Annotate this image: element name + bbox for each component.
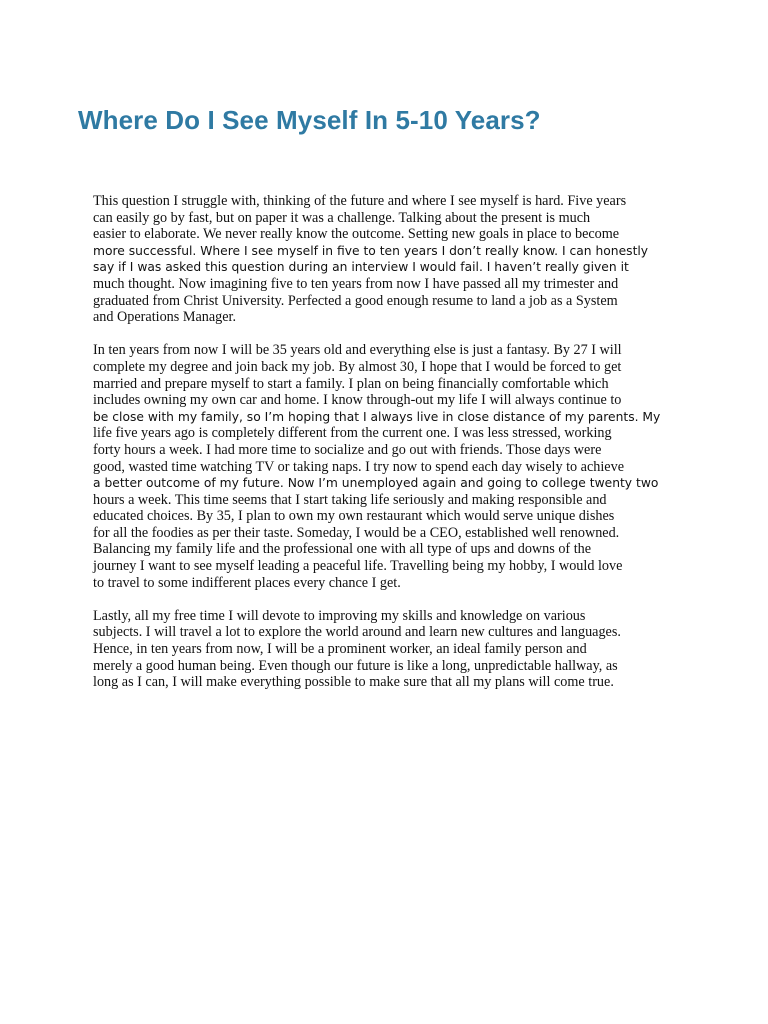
paragraph-line: merely a good human being. Even though our future is like a long, unpredictable hallway, as bbox=[93, 657, 618, 674]
paragraph-line: good, wasted time watching TV or taking naps. I try now to spend each day wisely to achieve bbox=[93, 458, 624, 475]
paragraph-line: for all the foodies as per their taste. Someday, I would be a CEO, established well renowned. bbox=[93, 524, 620, 541]
paragraph-line: and Operations Manager. bbox=[93, 309, 237, 326]
paragraph-line: journey I want to see myself leading a peaceful life. Travelling being my hobby, I would love bbox=[93, 558, 623, 575]
paragraph-line: easier to elaborate. We never really know the outcome. Setting new goals in place to become bbox=[93, 226, 620, 243]
paragraph-line: a better outcome of my future. Now I’m unemployed again and going to college twenty two bbox=[93, 476, 659, 491]
paragraph-line: This question I struggle with, thinking of the future and where I see myself is hard. Five years bbox=[93, 193, 627, 209]
paragraph-line: say if I was asked this question during an interview I would fail. I haven’t really given it bbox=[93, 260, 629, 275]
paragraph bbox=[93, 193, 683, 326]
paragraph-line: graduated from Christ University. Perfected a good enough resume to land a job as a System bbox=[93, 292, 618, 309]
paragraph-line: educated choices. By 35, I plan to own my own restaurant which would serve unique dishes bbox=[93, 508, 615, 525]
paragraph-line: life five years ago is completely different from the current one. I was less stressed, working bbox=[93, 425, 612, 442]
paragraph-line: long as I can, I will make everything possible to make sure that all my plans will come true. bbox=[93, 674, 614, 691]
paragraph-line: more successful. Where I see myself in five to ten years I don’t really know. I can honestly bbox=[93, 243, 649, 258]
paragraph-line: Hence, in ten years from now, I will be a prominent worker, an ideal family person and bbox=[93, 641, 587, 658]
paragraph-line: Balancing my family life and the professional one with all type of ups and downs of the bbox=[93, 541, 592, 558]
paragraph-line: married and prepare myself to start a family. I plan on being financially comfortable which bbox=[93, 375, 609, 392]
document-title: Where Do I See Myself In 5-10 Years? bbox=[78, 105, 541, 135]
paragraph-line: subjects. I will travel a lot to explore the world around and learn new cultures and languages. bbox=[93, 624, 621, 641]
paragraph-line: can easily go by fast, but on paper it was a challenge. Talking about the present is much bbox=[93, 209, 591, 226]
paragraph-line: complete my degree and join back my job. By almost 30, I hope that I would be forced to get bbox=[93, 358, 622, 375]
paragraph bbox=[93, 608, 683, 691]
paragraph-line: forty hours a week. I had more time to socialize and go out with friends. Those days were bbox=[93, 441, 602, 458]
paragraph bbox=[93, 342, 683, 591]
paragraph-line: Lastly, all my free time I will devote to improving my skills and knowledge on various bbox=[93, 607, 586, 624]
paragraph-line: includes owning my own car and home. I know through-out my life I will always continue to bbox=[93, 392, 622, 409]
paragraph-line: In ten years from now I will be 35 years old and everything else is just a fantasy. By 27 I will bbox=[93, 342, 622, 359]
paragraph-line: much thought. Now imagining five to ten years from now I have passed all my trimester and bbox=[93, 275, 619, 292]
document-body bbox=[93, 193, 683, 707]
paragraph-line: be close with my family, so I’m hoping that I always live in close distance of my parents. My bbox=[93, 409, 661, 424]
paragraph-line: to travel to some indifferent places every chance I get. bbox=[93, 574, 401, 591]
paragraph-line: hours a week. This time seems that I start taking life seriously and making responsible and bbox=[93, 491, 607, 508]
